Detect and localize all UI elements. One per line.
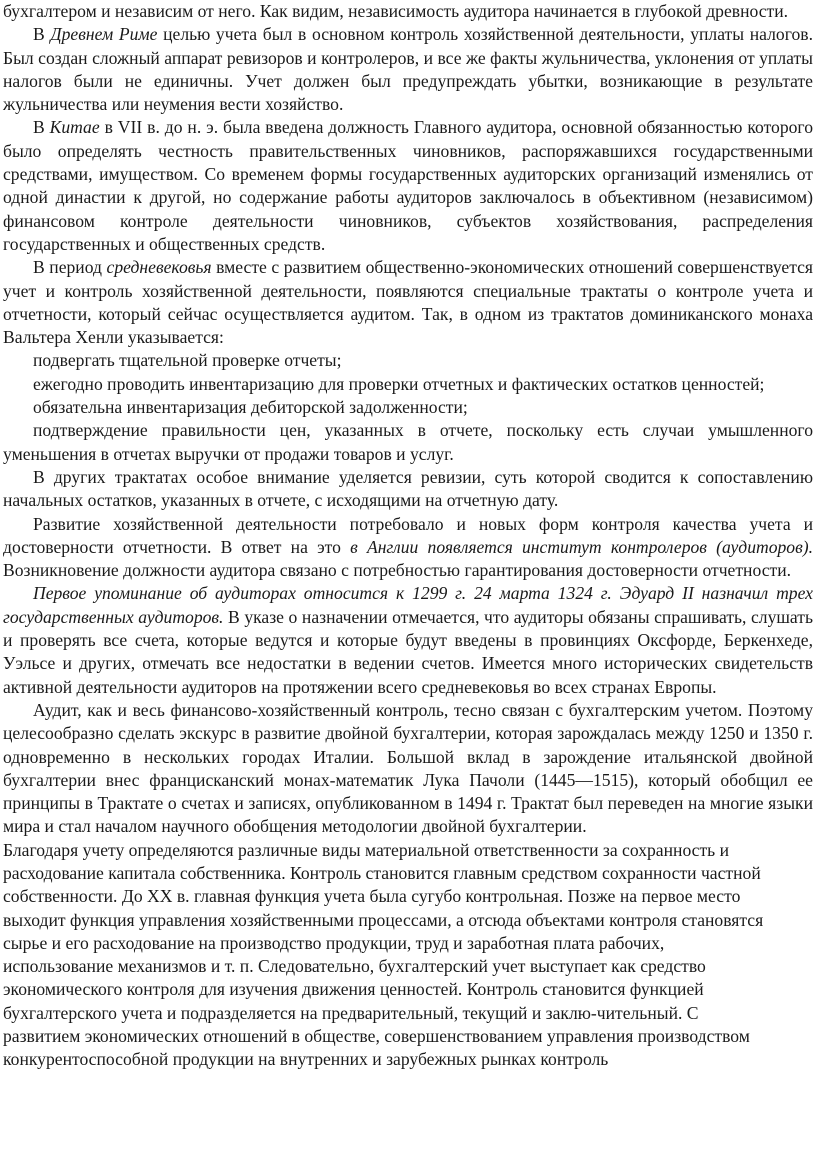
paragraph-text: Развитие хозяйственной деятельности потребовало и новых форм контроля качества учета и достоверности отчетности. В ответ на это: [3, 513, 813, 557]
emphasis-middle-ages: средневековья: [106, 257, 212, 278]
paragraph-middle-ages: [0, 256, 816, 349]
paragraph-text: целью учета был в основном контроль хозяйственной деятельности, уплаты налогов. Был создан сложный аппарат ревизоров и контролеров, и все же факты жульничества, уклонения от уплаты налогов были не единичны. Учет должен был предупреждать убытки, возникающие в результате жульничества или неумения вести хозяйство.: [3, 24, 813, 115]
emphasis-first-mention: Первое упоминание об аудиторах относится к 1299 г. 24 марта 1324 г. Эдуард II назначил трех государственных аудиторов.: [3, 583, 813, 627]
paragraph-continuation: бухгалтером и независим от него. Как видим, независимость аудитора начинается в глубокой древности.: [3, 1, 789, 21]
emphasis-china: Китае: [49, 117, 100, 138]
emphasis-england: в Англии появляется институт контролеров (аудиторов).: [350, 536, 813, 557]
paragraph-text: В период: [33, 257, 107, 278]
list-item-receivables: обязательна инвентаризация дебиторской задолженности;: [33, 397, 468, 418]
paragraph-other-treatises: В других трактатах особое внимание уделяется ревизии, суть которой сводится к сопоставлению начальных остатков, указанных в отчете, с исходящими на отчетную дату.: [3, 466, 813, 511]
paragraph-double-entry: Аудит, как и весь финансово-хозяйственный контроль, тесно связан с бухгалтерским учетом. Поэтому целесообразно сделать экскурс в развитие двойной бухгалтерии, которая зарождалась между 1250 и 1350 г. одновременно в нескольких городах Италии. Большой вклад в зарождение итальянской двойной бухгалтерии внес францисканский монах-математик Лука Пачоли (1445—1515), который обобщил ее принципы в Трактате о счетах и записях, опубликованном в 1494 г. Трактат был переведен на многие языки мира и стал началом научного обобщения методологии двойной бухгалтерии.: [3, 699, 813, 837]
emphasis-ancient-rome: Древнем Риме: [50, 24, 158, 45]
list-item-check-reports: подвергать тщательной проверке отчеты;: [33, 350, 342, 371]
paragraph-text: В указе о назначении отмечается, что аудиторы обязаны спрашивать, слушать и проверять все счета, которые ведутся и которые будут введены в провинциях Оксфорде, Беркенхеде, Уэльсе и других, отмечать все недостатки в ведении счетов. Имеется много исторических свидетельств активной деятельности аудиторов на протяжении всего средневековья во всех странах Европы.: [3, 606, 813, 697]
paragraph-text: В: [33, 117, 50, 138]
paragraph-control-function: Благодаря учету определяются различные виды материальной ответственности за сохранность и расходование капитала собственника. Контроль становится главным средством сохранности частной собственности. До XX в. главная функция учета была сугубо контрольная. Позже на первое место выходит функция управления хозяйственными процессами, а отсюда объектами контроля становятся сырье и его расходование на производство продукции, труд и заработная плата рабочих, использование механизмов и т. п. Следовательно, бухгалтерский учет выступает как средство экономического контроля для изучения движения ценностей. Контроль становится функцией бухгалтерского учета и подразделяется на предварительный, текущий и заклю-чительный. С развитием экономических отношений в обществе, совершенствованием управления производством конкурентоспособной продукции на внутренних и зарубежных рынках контроль: [3, 839, 764, 1070]
paragraph-text: В: [33, 24, 51, 45]
paragraph-text: вместе с развитием общественно-экономических отношений совершенствуется учет и контроль хозяйственной деятельности, появляются специальные трактаты о контроле учета и отчетности, который сейчас осуществляется аудитом. Так, в одном из трактатов доминиканского монаха Вальтера Хенли указывается:: [3, 257, 813, 348]
paragraph-ancient-rome: [0, 23, 816, 116]
paragraph-text: в VII в. до н. э. была введена должность Главного аудитора, основной обязанностью которого было определять честность правительственных чиновников, распоряжавшихся государственными средствами, имуществом. Со временем формы государственных аудиторских организаций изменялись от одной династии к другой, но содержание работы аудиторов заключалось в объективном (независимом) финансовом контроле деятельности чиновников, субъектов хозяйствования, распределения государственных и общественных средств.: [3, 117, 813, 254]
paragraph-text: Возникновение должности аудитора связано с потребностью гарантирования достоверности отчетности.: [3, 560, 792, 581]
list-item-inventory: ежегодно проводить инвентаризацию для проверки отчетных и фактических остатков ценностей;: [33, 373, 765, 394]
paragraph-england: [0, 513, 816, 583]
paragraph-china: [0, 116, 816, 256]
list-item-prices: подтверждение правильности цен, указанных в отчете, поскольку есть случаи умышленного уменьшения в отчетах выручки от продажи товаров и услуг.: [3, 420, 813, 464]
paragraph-first-mention: [0, 582, 816, 698]
